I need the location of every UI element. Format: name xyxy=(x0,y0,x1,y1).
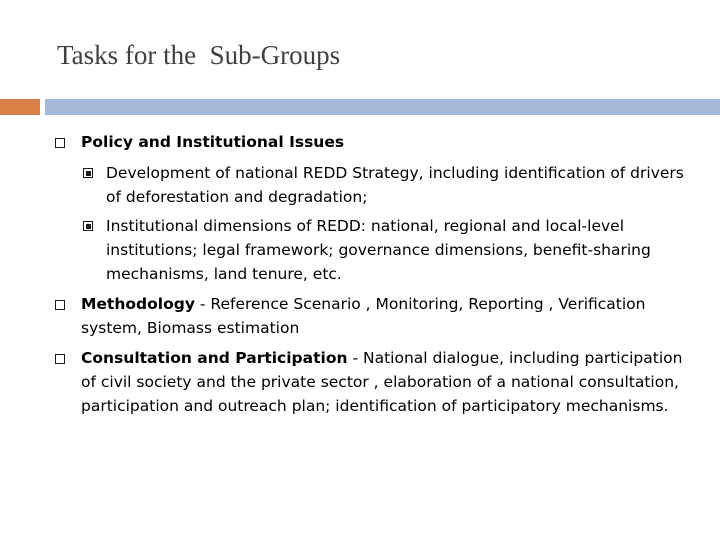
sub-list-item-strategy: Development of national REDD Strategy, including identification of drivers of deforestation and degradation; xyxy=(106,164,684,206)
title-divider-bar xyxy=(45,99,720,115)
bullet-filled-square-icon xyxy=(83,168,93,178)
list-item-policy xyxy=(81,130,691,154)
item-heading: Consultation and Participation xyxy=(81,349,348,367)
list-item-methodology xyxy=(81,292,691,340)
bullet-hollow-square-icon xyxy=(55,300,65,310)
bullet-hollow-square-icon xyxy=(55,354,65,364)
sub-list-item-institutional: Institutional dimensions of REDD: national, regional and local-level institutions; legal framework; governance dimensions, benefit-sharing mechanisms, land tenure, etc. xyxy=(106,217,651,283)
list-item-consultation xyxy=(81,346,691,418)
item-heading: Methodology xyxy=(81,295,195,313)
item-text: - Reference Scenario , Monitoring, Reporting , Verification system, Biomass estimation xyxy=(81,295,646,337)
bullet-hollow-square-icon xyxy=(55,138,65,148)
bullet-filled-square-icon xyxy=(83,221,93,231)
title-accent-bar xyxy=(0,99,40,115)
slide-title: Tasks for the Sub-Groups xyxy=(57,40,341,70)
item-text: - National dialogue, including participation of civil society and the private sector , elaboration of a national consultation, participation and outreach plan; identification of participatory mechanisms. xyxy=(81,349,683,415)
item-heading: Policy and Institutional Issues xyxy=(81,133,345,151)
